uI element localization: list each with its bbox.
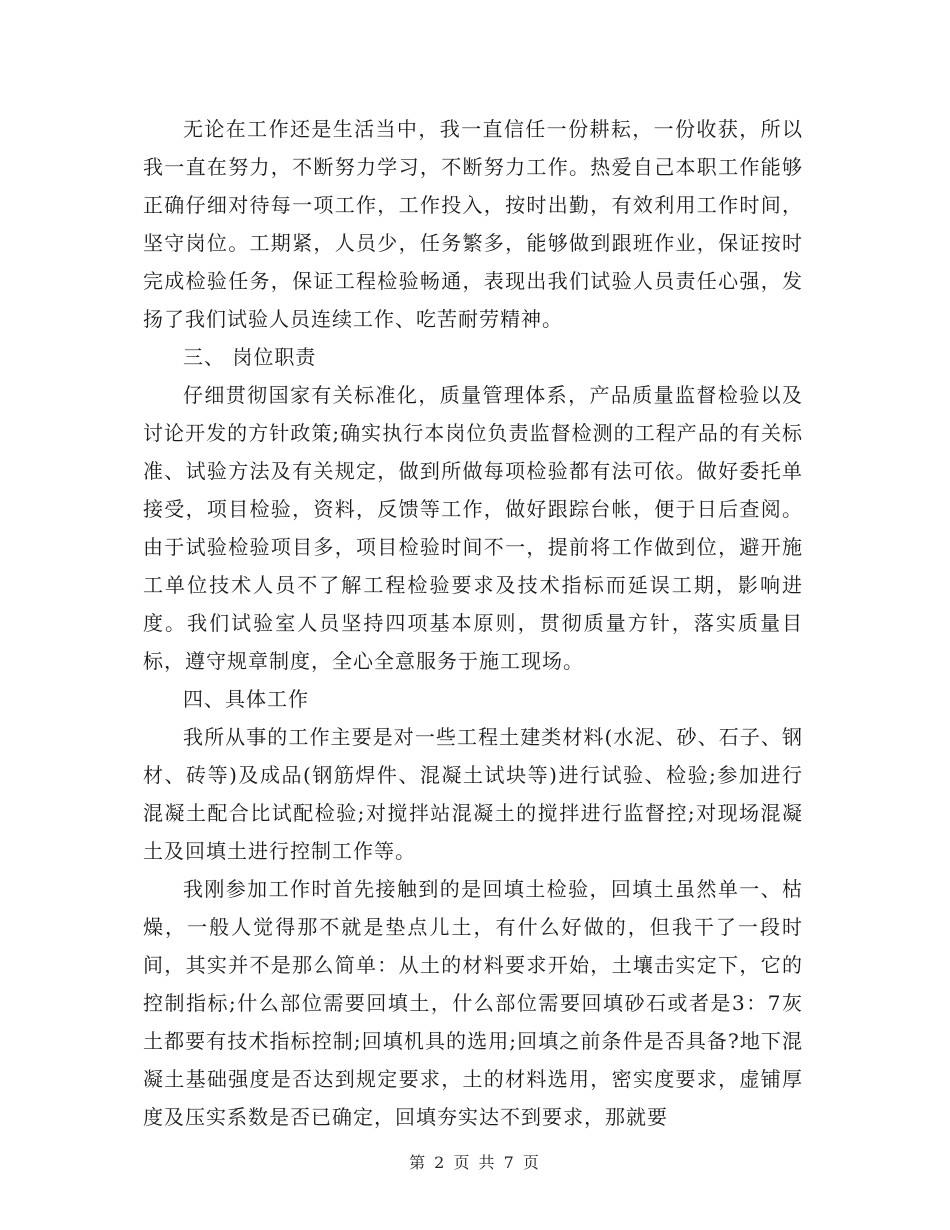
- paragraph-job-duties: 仔细贯彻国家有关标准化，质量管理体系，产品质量监督检验以及讨论开发的方针政策;确实执行本岗位负责监督检测的工程产品的有关标准、试验方法及有关规定，做到所做每项检验都有法可依。做好委托单接受，项目检验，资料，反馈等工作，做好跟踪台帐，便于日后查阅。由于试验检验项目多，项目检验时间不一，提前将工作做到位，避开施工单位技术人员不了解工程检验要求及技术指标而延误工期，影响进度。我们试验室人员坚持四项基本原则，贯彻质量方针，落实质量目标，遵守规章制度，全心全意服务于施工现场。: [143, 383, 803, 673]
- paragraph-backfill-inspection: 我刚参加工作时首先接触到的是回填土检验，回填土虽然单一、枯燥，一般人觉得那不就是垫点儿土，有什么好做的，但我干了一段时间，其实并不是那么简单：从土的材料要求开始，土壤击实定下，它的控制指标;什么部位需要回填土，什么部位需要回填砂石或者是3：7灰土都要有技术指标控制;回填机具的选用;回填之前条件是否具备?地下混凝土基础强度是否达到规定要求，土的材料选用，密实度要求，虚铺厚度及压实系数是否已确定，回填夯实达不到要求，那就要: [143, 877, 803, 1129]
- page-number-footer: 第 2 页 共 7 页: [409, 1153, 541, 1172]
- paragraph-specific-work: 我所从事的工作主要是对一些工程土建类材料(水泥、砂、石子、钢材、砖等)及成品(钢筋焊件、混凝土试块等)进行试验、检验;参加进行混凝土配合比试配检验;对搅拌站混凝土的搅拌进行监督控;对现场混凝土及回填土进行控制工作等。: [143, 725, 803, 863]
- document-body: [143, 110, 803, 1136]
- paragraph-work-attitude: 无论在工作还是生活当中，我一直信任一份耕耘，一份收获，所以我一直在努力，不断努力学习，不断努力工作。热爱自己本职工作能够正确仔细对待每一项工作，工作投入，按时出勤，有效利用工作时间，坚守岗位。工期紧，人员少，任务繁多，能够做到跟班作业，保证按时完成检验任务，保证工程检验畅通，表现出我们试验人员责任心强，发扬了我们试验人员连续工作、吃苦耐劳精神。: [143, 117, 803, 331]
- heading-specific-work: 四、具体工作: [183, 687, 309, 711]
- heading-job-duties: 三、 岗位职责: [183, 345, 317, 369]
